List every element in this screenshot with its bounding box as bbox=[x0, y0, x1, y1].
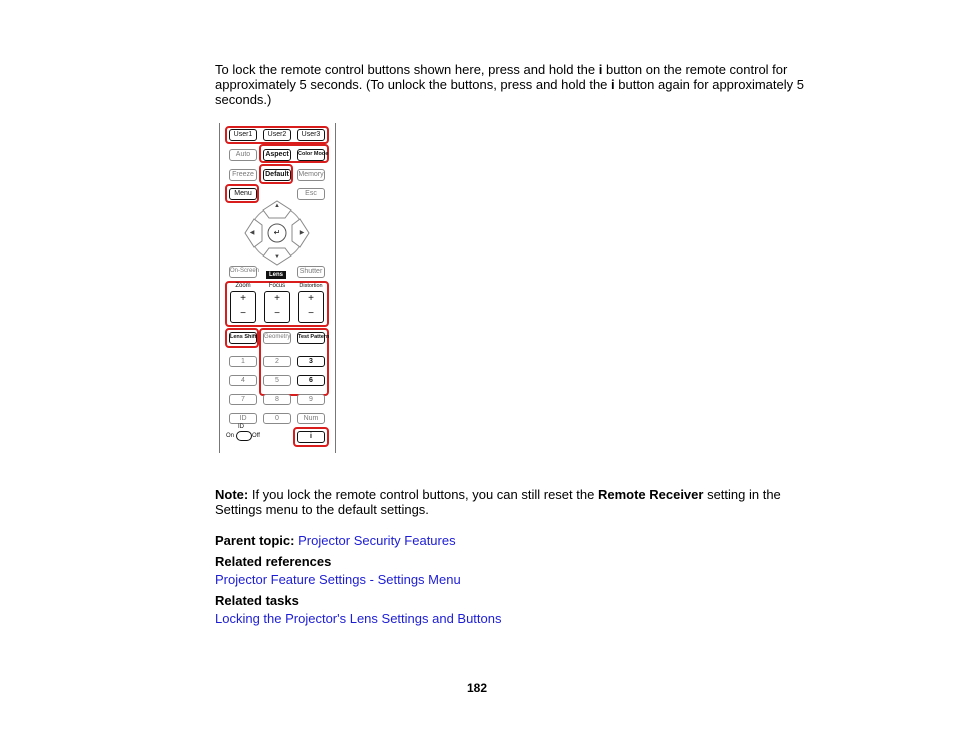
key-8-button[interactable]: 8 bbox=[263, 394, 291, 405]
user3-button[interactable]: User3 bbox=[297, 129, 325, 141]
intro-bold-i: i bbox=[611, 77, 615, 92]
intro-text: button on the remote control for approximately 5 seconds. (To unlock the buttons, press and hold the bbox=[215, 62, 788, 92]
intro-text: To lock the remote control buttons shown here, press and hold the bbox=[215, 62, 599, 77]
key-6-button[interactable]: 6 bbox=[297, 375, 325, 386]
focus-button[interactable] bbox=[264, 291, 290, 323]
freeze-button[interactable]: Freeze bbox=[229, 169, 257, 181]
key-9-button[interactable]: 9 bbox=[297, 394, 325, 405]
user2-button[interactable]: User2 bbox=[263, 129, 291, 141]
down-arrow-icon[interactable]: ▼ bbox=[274, 254, 280, 260]
shutter-button[interactable]: Shutter bbox=[297, 266, 325, 278]
enter-icon[interactable]: ↵ bbox=[273, 228, 281, 237]
note-paragraph bbox=[215, 487, 825, 517]
parent-topic-label: Parent topic: bbox=[215, 533, 295, 548]
key-4-button[interactable]: 4 bbox=[229, 375, 257, 386]
memory-button[interactable]: Memory bbox=[297, 169, 325, 181]
default-button[interactable]: Default bbox=[263, 169, 291, 181]
zoom-label: Zoom bbox=[235, 283, 251, 289]
intro-text: button again for approximately 5 seconds.) bbox=[215, 77, 804, 107]
id-switch-label: ID bbox=[238, 424, 244, 430]
aspect-button[interactable]: Aspect bbox=[263, 149, 291, 161]
key-1-button[interactable]: 1 bbox=[229, 356, 257, 367]
note-text: If you lock the remote control buttons, you can still reset the bbox=[248, 487, 598, 502]
num-button[interactable]: Num bbox=[297, 413, 325, 424]
id-off-label: Off bbox=[252, 433, 260, 439]
left-arrow-icon[interactable]: ◀ bbox=[249, 230, 255, 236]
parent-topic-line bbox=[215, 533, 456, 548]
note-text: setting in the Settings menu to the default settings. bbox=[215, 487, 781, 517]
remote-control-illustration bbox=[219, 123, 336, 453]
minus-icon: − bbox=[308, 308, 314, 319]
key-5-button[interactable]: 5 bbox=[263, 375, 291, 386]
zoom-button[interactable] bbox=[230, 291, 256, 323]
info-button[interactable]: i bbox=[297, 431, 325, 443]
parent-topic-link[interactable]: Projector Security Features bbox=[298, 533, 456, 548]
user1-button[interactable]: User1 bbox=[229, 129, 257, 141]
related-tasks-link[interactable]: Locking the Projector's Lens Settings and Buttons bbox=[215, 611, 502, 626]
key-7-button[interactable]: 7 bbox=[229, 394, 257, 405]
plus-icon: + bbox=[240, 293, 246, 304]
minus-icon: − bbox=[240, 308, 246, 319]
note-label: Note: bbox=[215, 487, 249, 502]
menu-button[interactable]: Menu bbox=[229, 188, 257, 200]
key-3-button[interactable]: 3 bbox=[297, 356, 325, 367]
on-screen-button[interactable]: On-Screen bbox=[229, 266, 257, 278]
color-mode-button[interactable]: Color Mode bbox=[297, 149, 325, 161]
test-pattern-button[interactable]: Test Pattern bbox=[297, 332, 325, 344]
note-bold-term: Remote Receiver bbox=[597, 487, 704, 502]
id-button[interactable]: ID bbox=[229, 413, 257, 424]
id-toggle-switch[interactable] bbox=[236, 431, 252, 441]
minus-icon: − bbox=[274, 308, 280, 319]
intro-paragraph bbox=[215, 62, 825, 107]
lens-shift-button[interactable]: Lens Shift bbox=[229, 332, 257, 344]
intro-bold-i: i bbox=[598, 62, 603, 77]
geometry-button[interactable]: Geometry bbox=[263, 332, 291, 344]
page-number: 182 bbox=[466, 681, 488, 695]
related-references-link[interactable]: Projector Feature Settings - Settings Menu bbox=[215, 572, 461, 587]
related-tasks-label: Related tasks bbox=[215, 593, 299, 608]
related-references-label: Related references bbox=[215, 554, 332, 569]
focus-label: Focus bbox=[268, 283, 286, 289]
distortion-button[interactable] bbox=[298, 291, 324, 323]
plus-icon: + bbox=[274, 293, 280, 304]
auto-button[interactable]: Auto bbox=[229, 149, 257, 161]
plus-icon: + bbox=[308, 293, 314, 304]
esc-button[interactable]: Esc bbox=[297, 188, 325, 200]
id-on-label: On bbox=[225, 433, 234, 439]
up-arrow-icon[interactable]: ▲ bbox=[274, 203, 280, 209]
lens-label: Lens bbox=[266, 271, 286, 279]
right-arrow-icon[interactable]: ▶ bbox=[299, 230, 305, 236]
key-0-button[interactable]: 0 bbox=[263, 413, 291, 424]
key-2-button[interactable]: 2 bbox=[263, 356, 291, 367]
distortion-label: Distortion bbox=[299, 283, 323, 289]
